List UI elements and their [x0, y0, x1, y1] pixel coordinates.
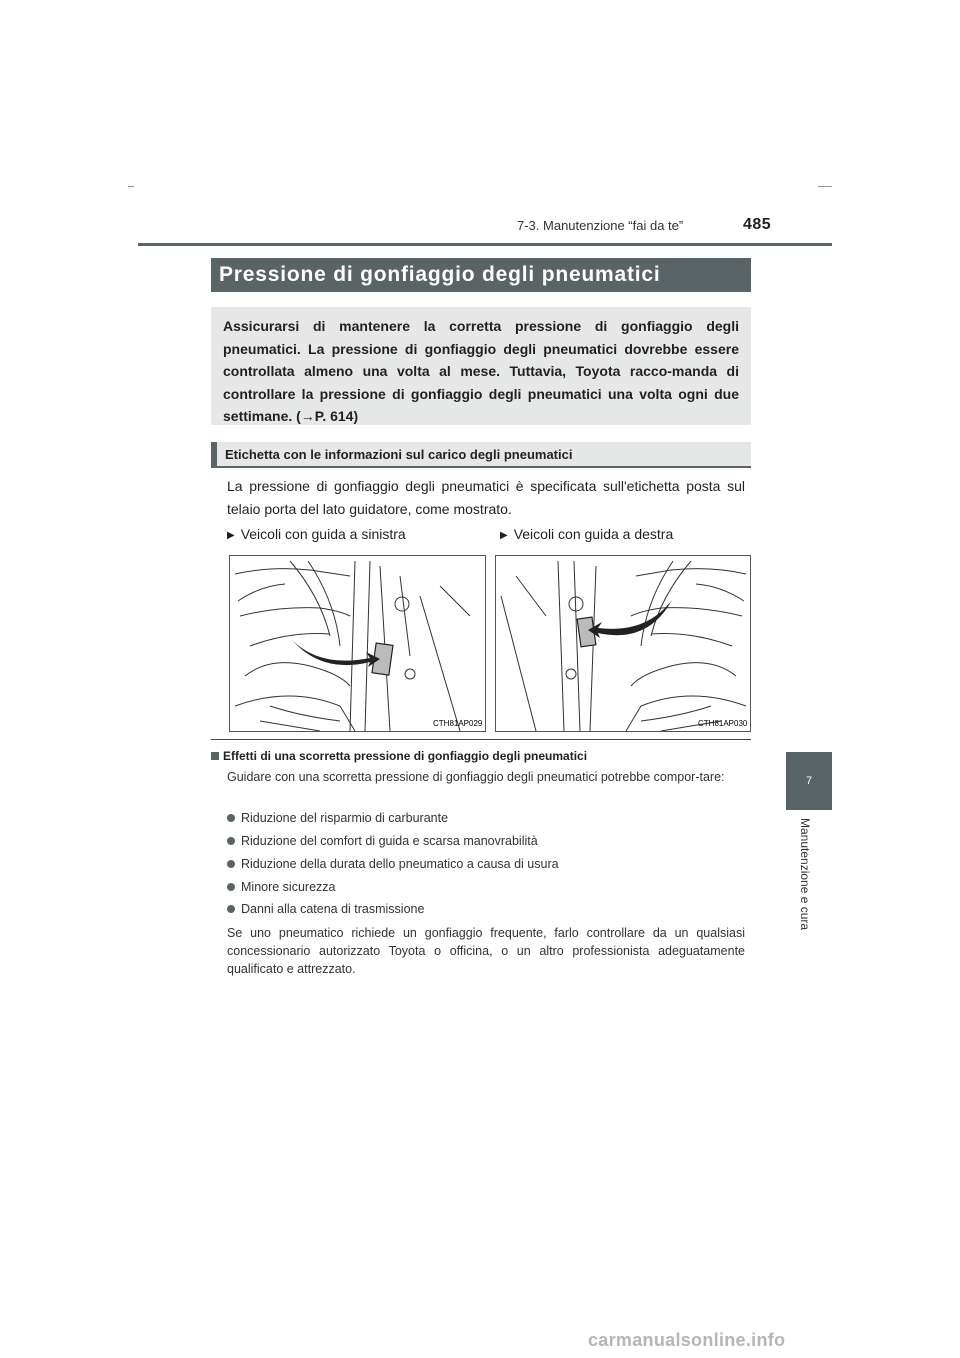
list-item: Riduzione del comfort di guida e scarsa manovrabilità — [227, 834, 538, 848]
triangle-right-icon: ▶ — [227, 530, 235, 541]
bullet-icon — [227, 905, 235, 913]
subsection-text: La pressione di gonfiaggio degli pneumatici è specificata sull'etichetta posta sul telaio porta del lato guidatore, come mostrato. — [227, 478, 745, 517]
triangle-right-icon: ▶ — [500, 530, 508, 541]
watermark: carmanualsonline.info — [588, 1330, 786, 1350]
figure-right-hand-drive — [495, 555, 751, 732]
figure-caption-left — [227, 526, 406, 542]
effects-heading-text: Effetti di una scorretta pressione di gonfiaggio degli pneumatici — [223, 749, 588, 763]
list-item: Riduzione della durata dello pneumatico a causa di usura — [227, 857, 559, 871]
figure-code-right: CTH81AP030 — [698, 719, 748, 728]
bullet-icon — [227, 837, 235, 845]
chapter-tab: 7 — [786, 752, 832, 810]
subsection-title: Etichetta con le informazioni sul carico degli pneumatici — [211, 442, 751, 468]
figure-left-hand-drive — [229, 555, 486, 732]
intro-box: Assicurarsi di mantenere la corretta pressione di gonfiaggio degli pneumatici. La pressione di gonfiaggio degli pneumatici dovrebbe essere controllata almeno una volta al mese. Tuttavia, Toyota racco-manda di controllare la pressione di gonfiaggio degli pneumatici una volta ogni due settimane. (→P. 614) — [211, 307, 751, 425]
figure-code-left: CTH81AP029 — [433, 719, 483, 728]
list-item: Minore sicurezza — [227, 880, 335, 894]
door-frame-illustration — [230, 556, 486, 732]
bullet-icon — [227, 883, 235, 891]
chapter-title: Manutenzione e cura — [798, 818, 812, 931]
header-rule — [138, 243, 832, 246]
door-frame-illustration — [496, 556, 751, 732]
caption-text: Veicoli con guida a sinistra — [240, 526, 406, 542]
bullet-icon — [227, 814, 235, 822]
page-title: Pressione di gonfiaggio degli pneumatici — [211, 258, 751, 292]
crop-mark-right — [818, 186, 832, 187]
crop-mark-left — [128, 186, 134, 187]
page-number: 485 — [743, 216, 772, 233]
list-item: Danni alla catena di trasmissione — [227, 902, 424, 916]
effects-intro: Guidare con una scorretta pressione di gonfiaggio degli pneumatici potrebbe compor-tare: — [227, 770, 725, 784]
figure-rule — [211, 739, 751, 740]
figure-caption-right — [500, 526, 673, 542]
effects-note: Se uno pneumatico richiede un gonfiaggio frequente, farlo controllare da un qualsiasi concessionario autorizzato Toyota o officina, o un altro professionista adeguatamente qualificato e attrezzato. — [227, 926, 745, 976]
section-path: 7-3. Manutenzione “fai da te” — [517, 218, 684, 233]
square-bullet-icon — [211, 752, 219, 760]
list-item: Riduzione del risparmio di carburante — [227, 811, 448, 825]
effects-heading — [211, 749, 587, 763]
caption-text: Veicoli con guida a destra — [513, 526, 674, 542]
bullet-icon — [227, 860, 235, 868]
